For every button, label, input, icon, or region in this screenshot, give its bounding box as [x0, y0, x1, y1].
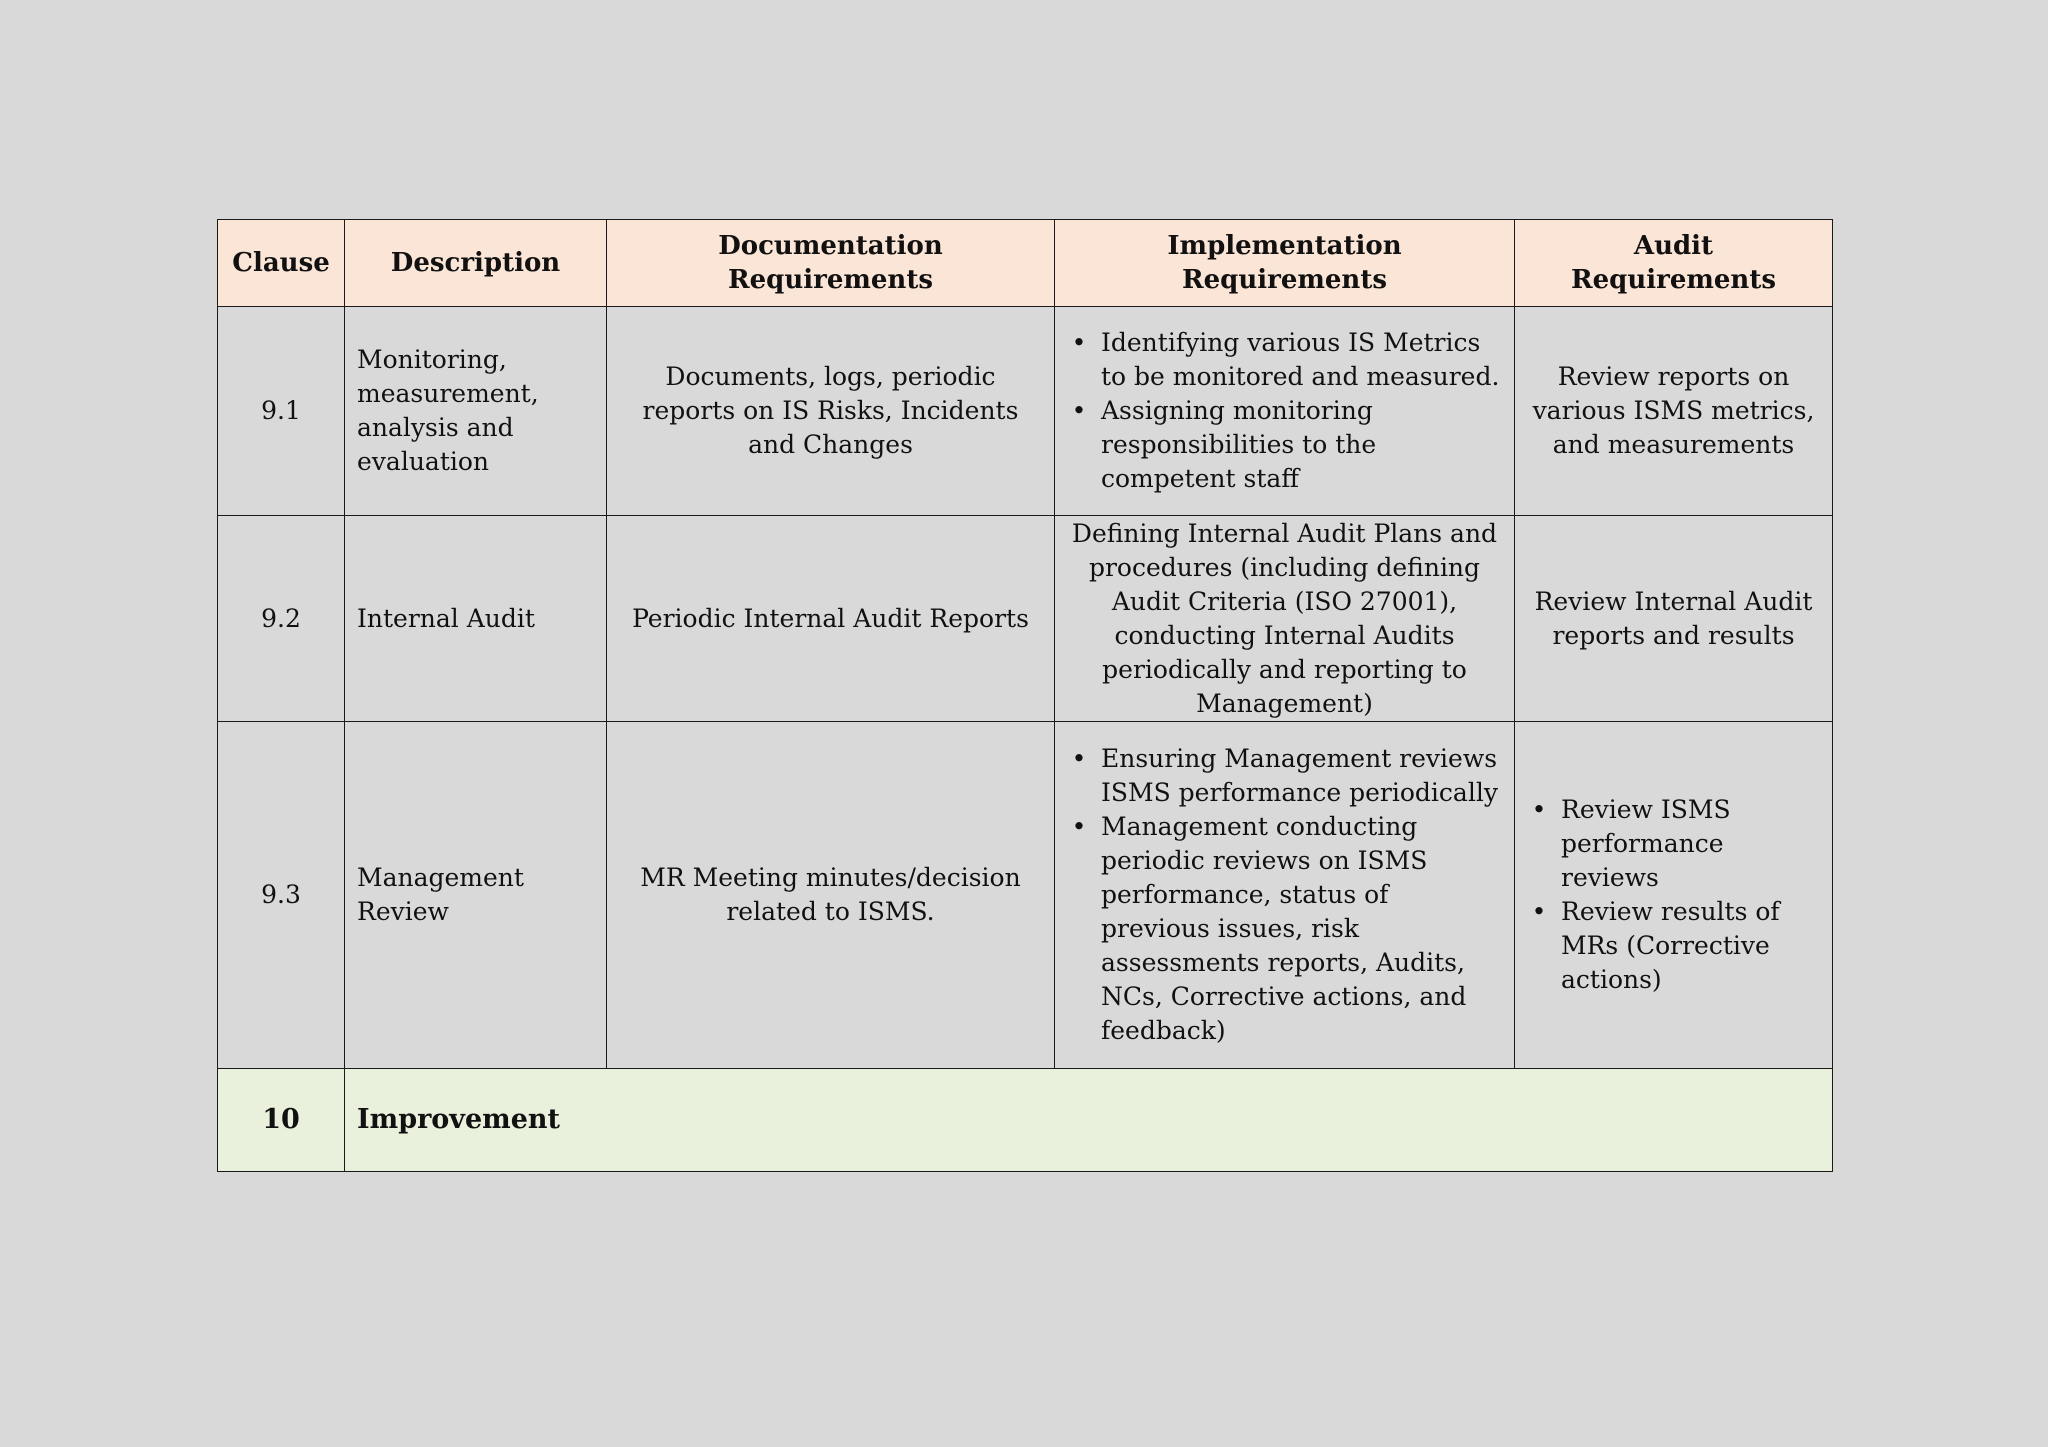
list-item	[1531, 895, 1820, 997]
implementation-cell	[1055, 307, 1515, 516]
list-item	[1071, 742, 1502, 810]
table-row	[218, 516, 1833, 722]
list-item	[1071, 810, 1502, 1048]
list-item-text: Ensuring Management reviews ISMS performance periodically	[1101, 744, 1498, 807]
section-clause-cell: 10	[218, 1069, 345, 1172]
list-item-text: Review results of MRs (Corrective actions)	[1561, 897, 1780, 994]
list-item-text: Review ISMS performance reviews	[1561, 795, 1731, 892]
documentation-cell: MR Meeting minutes/decision related to ISMS.	[607, 722, 1055, 1069]
header-documentation: Documentation Requirements	[607, 220, 1055, 307]
section-title-cell: Improvement	[345, 1069, 1833, 1172]
bullet-icon: •	[1071, 328, 1087, 357]
documentation-cell: Documents, logs, periodic reports on IS Risks, Incidents and Changes	[607, 307, 1055, 516]
list-item-text: Assigning monitoring responsibilities to the competent staff	[1101, 396, 1377, 493]
header-audit: Audit Requirements	[1515, 220, 1833, 307]
bullet-icon: •	[1071, 812, 1087, 841]
bullet-icon: •	[1071, 396, 1087, 425]
clause-cell: 9.3	[218, 722, 345, 1069]
description-cell: Monitoring, measurement, analysis and evaluation	[345, 307, 607, 516]
audit-cell	[1515, 722, 1833, 1069]
header-row	[218, 220, 1833, 307]
documentation-cell: Periodic Internal Audit Reports	[607, 516, 1055, 722]
audit-list	[1527, 793, 1820, 997]
table-row	[218, 307, 1833, 516]
requirements-table	[217, 219, 1833, 1172]
header-description: Description	[345, 220, 607, 307]
section-row-improvement	[218, 1069, 1833, 1172]
table-row	[218, 722, 1833, 1069]
clause-cell: 9.1	[218, 307, 345, 516]
implementation-cell	[1055, 722, 1515, 1069]
table-header	[218, 220, 1833, 307]
implementation-cell: Defining Internal Audit Plans and procedures (including defining Audit Criteria (ISO 27001), conducting Internal Audits periodically and reporting to Management)	[1055, 516, 1515, 722]
audit-cell: Review reports on various ISMS metrics, and measurements	[1515, 307, 1833, 516]
bullet-icon: •	[1531, 897, 1547, 926]
audit-cell: Review Internal Audit reports and results	[1515, 516, 1833, 722]
table-body	[218, 307, 1833, 1172]
header-clause: Clause	[218, 220, 345, 307]
implementation-list	[1067, 742, 1502, 1048]
implementation-list	[1067, 326, 1502, 496]
bullet-icon: •	[1071, 744, 1087, 773]
list-item	[1071, 394, 1502, 496]
bullet-icon: •	[1531, 795, 1547, 824]
description-cell: Internal Audit	[345, 516, 607, 722]
list-item	[1071, 326, 1502, 394]
description-cell: Management Review	[345, 722, 607, 1069]
list-item	[1531, 793, 1820, 895]
list-item-text: Identifying various IS Metrics to be monitored and measured.	[1101, 328, 1500, 391]
list-item-text: Management conducting periodic reviews on ISMS performance, status of previous issues, risk assessments reports, Audits, NCs, Corrective actions, and feedback)	[1101, 812, 1467, 1045]
header-implementation: Implementation Requirements	[1055, 220, 1515, 307]
clause-cell: 9.2	[218, 516, 345, 722]
